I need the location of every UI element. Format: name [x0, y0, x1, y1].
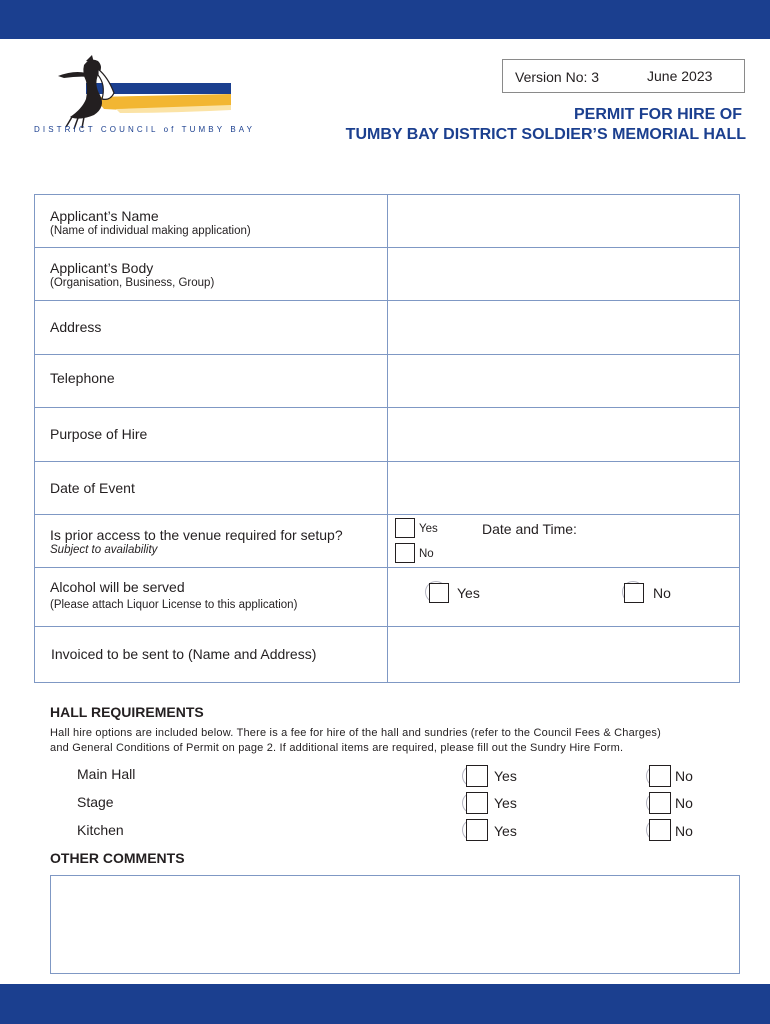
row-applicant-name: [35, 195, 739, 248]
header-band: [0, 0, 770, 39]
row-date-of-event: [35, 462, 739, 515]
kitchen-yes-checkbox[interactable]: [466, 819, 488, 841]
stage-no-label: No: [675, 795, 693, 811]
prior-access-label: Is prior access to the venue required for setup?: [50, 527, 343, 543]
hall-requirements-heading: HALL REQUIREMENTS: [50, 704, 204, 720]
telephone-label: Telephone: [50, 370, 115, 386]
main-hall-yes-label: Yes: [494, 768, 517, 784]
address-label: Address: [50, 319, 102, 335]
prior-access-no-checkbox[interactable]: [395, 543, 415, 563]
stage-yes-label: Yes: [494, 795, 517, 811]
row-alcohol: [35, 568, 739, 627]
applicant-name-field[interactable]: [388, 195, 739, 247]
applicant-body-hint: (Organisation, Business, Group): [50, 277, 215, 289]
version-number: Version No: 3: [515, 69, 600, 85]
version-box: [502, 59, 745, 93]
other-comments-field[interactable]: [50, 875, 740, 974]
main-hall-no-checkbox[interactable]: [649, 765, 671, 787]
row-prior-access: [35, 515, 739, 568]
page-title: PERMIT FOR HIRE OF: [574, 106, 742, 123]
applicant-body-field[interactable]: [388, 248, 739, 300]
alcohol-label: Alcohol will be served: [50, 579, 185, 595]
kitchen-label: Kitchen: [77, 822, 124, 838]
row-telephone: [35, 355, 739, 408]
other-comments-heading: OTHER COMMENTS: [50, 850, 185, 866]
address-field[interactable]: [388, 301, 739, 354]
purpose-label: Purpose of Hire: [50, 426, 148, 442]
kitchen-no-label: No: [675, 823, 693, 839]
alcohol-yes-checkbox[interactable]: [429, 583, 449, 603]
applicant-name-hint: (Name of individual making application): [50, 225, 251, 237]
row-applicant-body: [35, 248, 739, 301]
invoice-label: Invoiced to be sent to (Name and Address): [51, 646, 317, 662]
main-hall-no-label: No: [675, 768, 693, 784]
row-address: [35, 301, 739, 355]
invoice-field[interactable]: [388, 627, 739, 682]
prior-access-no-label: No: [419, 548, 434, 560]
alcohol-yes-label: Yes: [457, 585, 480, 601]
row-purpose: [35, 408, 739, 462]
alcohol-no-checkbox[interactable]: [624, 583, 644, 603]
row-invoice: [35, 627, 739, 682]
applicant-name-label: Applicant’s Name: [50, 208, 159, 224]
prior-access-yes-label: Yes: [419, 523, 438, 535]
version-date: June 2023: [647, 68, 713, 84]
date-of-event-label: Date of Event: [50, 480, 135, 496]
hall-requirements-intro: [50, 726, 740, 755]
stage-no-checkbox[interactable]: [649, 792, 671, 814]
footer-band: [0, 984, 770, 1024]
telephone-field[interactable]: [388, 355, 739, 407]
stage-yes-checkbox[interactable]: [466, 792, 488, 814]
date-of-event-field[interactable]: [388, 462, 739, 514]
alcohol-hint: (Please attach Liquor License to this application): [50, 599, 298, 611]
hall-intro-line-1: Hall hire options are included below. There is a fee for hire of the hall and sundries (refer to the Council Fees & Charges): [50, 727, 661, 739]
application-form: [34, 194, 740, 683]
kitchen-no-checkbox[interactable]: [649, 819, 671, 841]
main-hall-yes-checkbox[interactable]: [466, 765, 488, 787]
kitchen-yes-label: Yes: [494, 823, 517, 839]
alcohol-no-label: No: [653, 585, 671, 601]
prior-access-hint: Subject to availability: [50, 544, 158, 556]
hall-intro-line-2: and General Conditions of Permit on page 2. If additional items are required, please fill out the Sundry Hire Form.: [50, 741, 624, 754]
page-subtitle: TUMBY BAY DISTRICT SOLDIER’S MEMORIAL HALL: [345, 126, 746, 143]
main-hall-label: Main Hall: [77, 766, 136, 782]
stage-label: Stage: [77, 794, 114, 810]
council-name: DISTRICT COUNCIL of TUMBY BAY: [34, 125, 256, 134]
purpose-field[interactable]: [388, 408, 739, 461]
prior-access-yes-checkbox[interactable]: [395, 518, 415, 538]
applicant-body-label: Applicant’s Body: [50, 260, 154, 276]
date-time-label: Date and Time:: [482, 521, 577, 537]
